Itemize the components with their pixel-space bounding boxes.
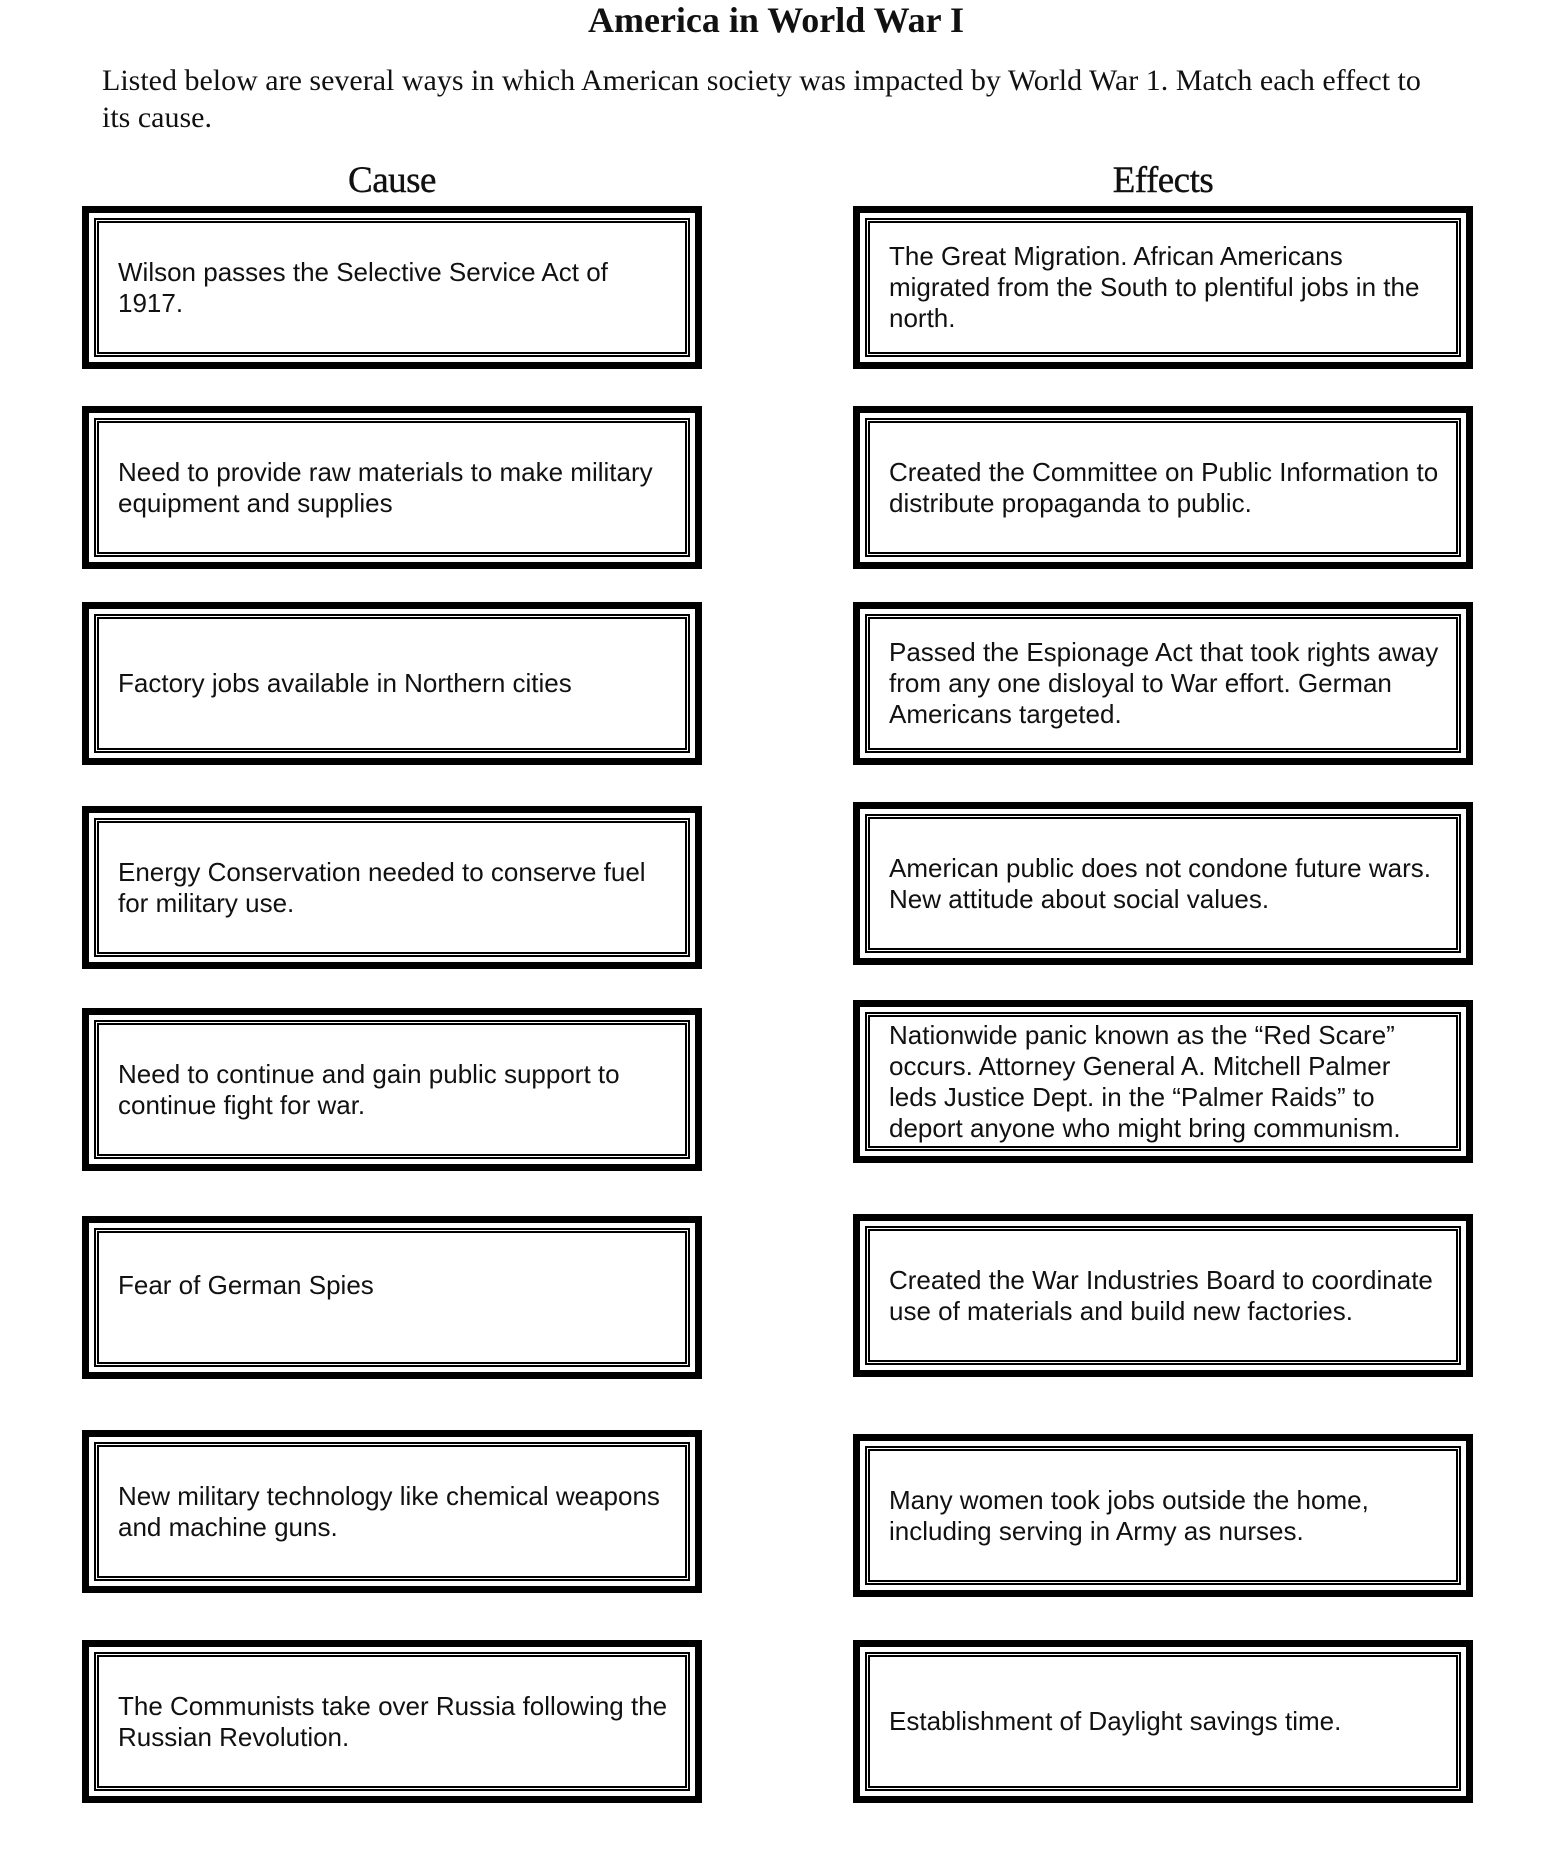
- effect-text: Establishment of Daylight savings time.: [889, 1706, 1342, 1736]
- cause-text: Energy Conservation needed to conserve fuel for military use.: [118, 856, 646, 918]
- cause-card-2[interactable]: [82, 406, 702, 569]
- effect-card-2[interactable]: [853, 406, 1473, 569]
- effect-card-6[interactable]: [853, 1214, 1473, 1377]
- effect-text: Passed the Espionage Act that took rights away from any one disloyal to War effort. German Americans targeted.: [889, 637, 1439, 729]
- effect-text: Nationwide panic known as the “Red Scare” occurs. Attorney General A. Mitchell Palmer leds Justice Dept. in the “Palmer Raids” to deport anyone who might bring communism.: [889, 1019, 1401, 1143]
- cause-card-5[interactable]: [82, 1008, 702, 1171]
- page-title: America in World War I: [587, 0, 964, 40]
- cause-card-7[interactable]: [82, 1430, 702, 1593]
- cause-text: Need to continue and gain public support to continue fight for war.: [118, 1058, 620, 1120]
- effect-card-4[interactable]: [853, 802, 1473, 965]
- effect-card-1[interactable]: [853, 206, 1473, 369]
- effect-text: The Great Migration. African Americans migrated from the South to plentiful jobs in the north.: [889, 241, 1420, 333]
- effect-card-7[interactable]: [853, 1434, 1473, 1597]
- cause-card-1[interactable]: [82, 206, 702, 369]
- cause-text: Need to provide raw materials to make military equipment and supplies: [118, 456, 653, 518]
- cause-card-4[interactable]: [82, 806, 702, 969]
- cause-text: Factory jobs available in Northern cities: [118, 668, 572, 698]
- cause-column-heading: Cause: [348, 160, 436, 201]
- instructions-text: Listed below are several ways in which American society was impacted by World War 1. Match each effect to its cause.: [102, 64, 1421, 134]
- cause-card-8[interactable]: [82, 1640, 702, 1803]
- cause-card-3[interactable]: [82, 602, 702, 765]
- effect-card-5[interactable]: [853, 1000, 1473, 1163]
- cause-text: The Communists take over Russia following the Russian Revolution.: [118, 1690, 668, 1752]
- effect-text: Created the Committee on Public Information to distribute propaganda to public.: [889, 456, 1439, 518]
- cause-text: Wilson passes the Selective Service Act of 1917.: [118, 256, 608, 318]
- cause-card-6[interactable]: [82, 1216, 702, 1379]
- effects-column-heading: Effects: [1112, 160, 1214, 201]
- cause-text: Fear of German Spies: [118, 1270, 374, 1300]
- effect-text: American public does not condone future wars. New attitude about social values.: [889, 852, 1431, 914]
- effect-card-8[interactable]: [853, 1640, 1473, 1803]
- effect-text: Created the War Industries Board to coordinate use of materials and build new factories.: [889, 1264, 1433, 1326]
- effect-card-3[interactable]: [853, 602, 1473, 765]
- effect-text: Many women took jobs outside the home, including serving in Army as nurses.: [889, 1484, 1369, 1546]
- cause-text: New military technology like chemical weapons and machine guns.: [118, 1480, 660, 1542]
